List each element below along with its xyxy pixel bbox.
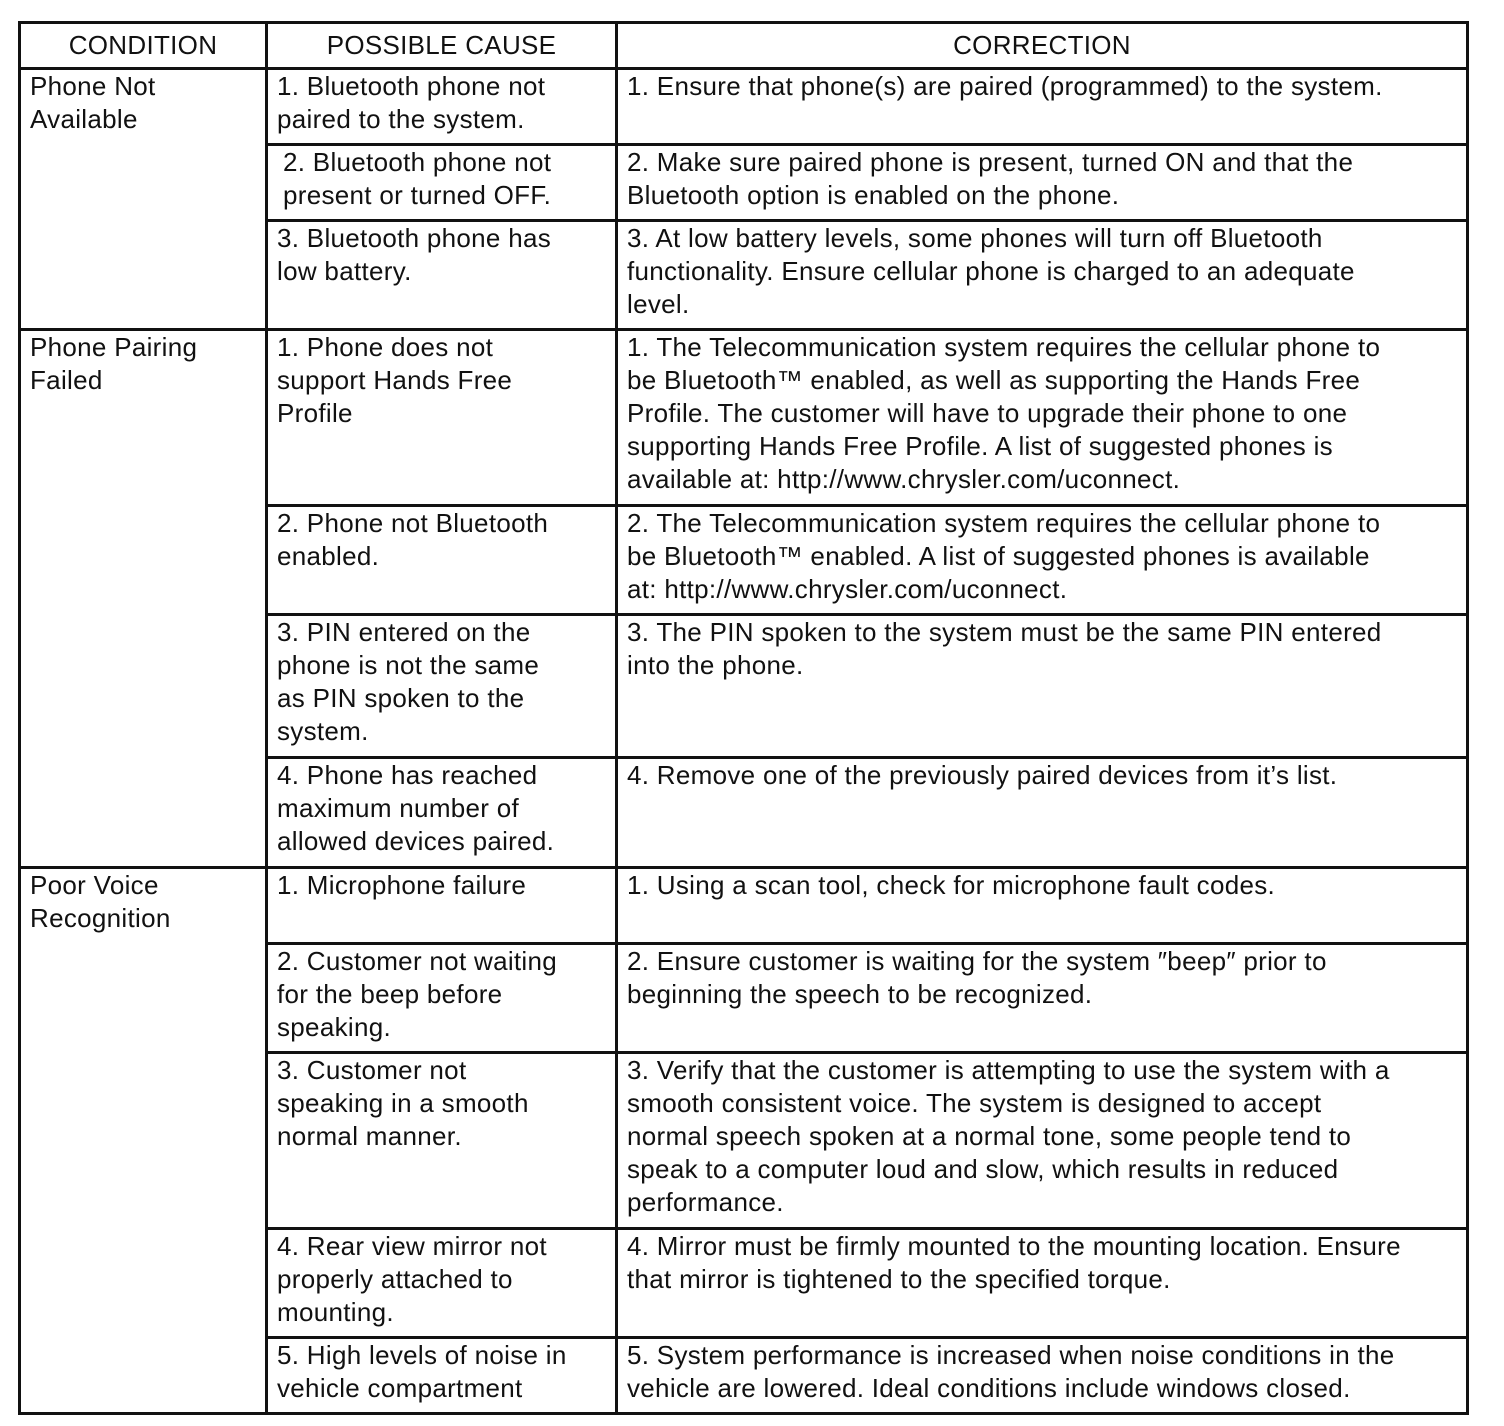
table-row — [20, 867, 1468, 943]
correction-cell: 1. Using a scan tool, check for microphone fault codes. — [617, 867, 1468, 943]
cause-cell: 1. Microphone failure — [267, 867, 617, 943]
condition-phone-not-available: Phone Not Available — [20, 69, 267, 330]
cause-cell: 1. Phone does not support Hands Free Profile — [267, 330, 617, 506]
correction-cell: 4. Remove one of the previously paired devices from it’s list. — [617, 758, 1468, 867]
condition-phone-pairing-failed: Phone Pairing Failed — [20, 330, 267, 867]
cause-cell: 1. Bluetooth phone not paired to the system. — [267, 69, 617, 145]
correction-cell: 1. Ensure that phone(s) are paired (programmed) to the system. — [617, 69, 1468, 145]
cause-cell: 3. Customer not speaking in a smooth normal manner. — [267, 1052, 617, 1228]
correction-cell: 3. Verify that the customer is attempting to use the system with a smooth consistent voice. The system is designed to accept normal speech spoken at a normal tone, some people tend to speak to a computer loud and slow, which results in reduced performance. — [617, 1052, 1468, 1228]
cause-cell: 3. PIN entered on the phone is not the same as PIN spoken to the system. — [267, 615, 617, 758]
diagnosis-table — [18, 21, 1469, 1415]
cause-cell: 4. Phone has reached maximum number of allowed devices paired. — [267, 758, 617, 867]
cause-cell: 4. Rear view mirror not properly attached to mounting. — [267, 1228, 617, 1337]
cause-cell: 3. Bluetooth phone has low battery. — [267, 221, 617, 330]
cause-cell: 2. Bluetooth phone not present or turned OFF. — [267, 145, 617, 221]
condition-poor-voice-recognition: Poor Voice Recognition — [20, 867, 267, 1413]
cause-cell: 5. High levels of noise in vehicle compartment — [267, 1337, 617, 1413]
correction-cell: 2. The Telecommunication system requires the cellular phone to be Bluetooth™ enabled. A list of suggested phones is available at: http://www.chrysler.com/uconnect. — [617, 506, 1468, 615]
correction-cell: 4. Mirror must be firmly mounted to the mounting location. Ensure that mirror is tightened to the specified torque. — [617, 1228, 1468, 1337]
cause-cell: 2. Customer not waiting for the beep before speaking. — [267, 943, 617, 1052]
correction-cell: 1. The Telecommunication system requires the cellular phone to be Bluetooth™ enabled, as well as supporting the Hands Free Profile. The customer will have to upgrade their phone to one supporting Hands Free Profile. A list of suggested phones is available at: http://www.chrysler.com/uconnect. — [617, 330, 1468, 506]
correction-cell: 3. At low battery levels, some phones will turn off Bluetooth functionality. Ensure cellular phone is charged to an adequate level. — [617, 221, 1468, 330]
table-row — [20, 69, 1468, 145]
header-correction: CORRECTION — [617, 23, 1468, 69]
table-row — [20, 330, 1468, 506]
header-row — [20, 23, 1468, 69]
correction-cell: 5. System performance is increased when noise conditions in the vehicle are lowered. Ideal conditions include windows closed. — [617, 1337, 1468, 1413]
header-possible-cause: POSSIBLE CAUSE — [267, 23, 617, 69]
correction-cell: 2. Make sure paired phone is present, turned ON and that the Bluetooth option is enabled on the phone. — [617, 145, 1468, 221]
correction-cell: 2. Ensure customer is waiting for the system ″beep″ prior to beginning the speech to be recognized. — [617, 943, 1468, 1052]
header-condition: CONDITION — [20, 23, 267, 69]
cause-cell: 2. Phone not Bluetooth enabled. — [267, 506, 617, 615]
correction-cell: 3. The PIN spoken to the system must be the same PIN entered into the phone. — [617, 615, 1468, 758]
